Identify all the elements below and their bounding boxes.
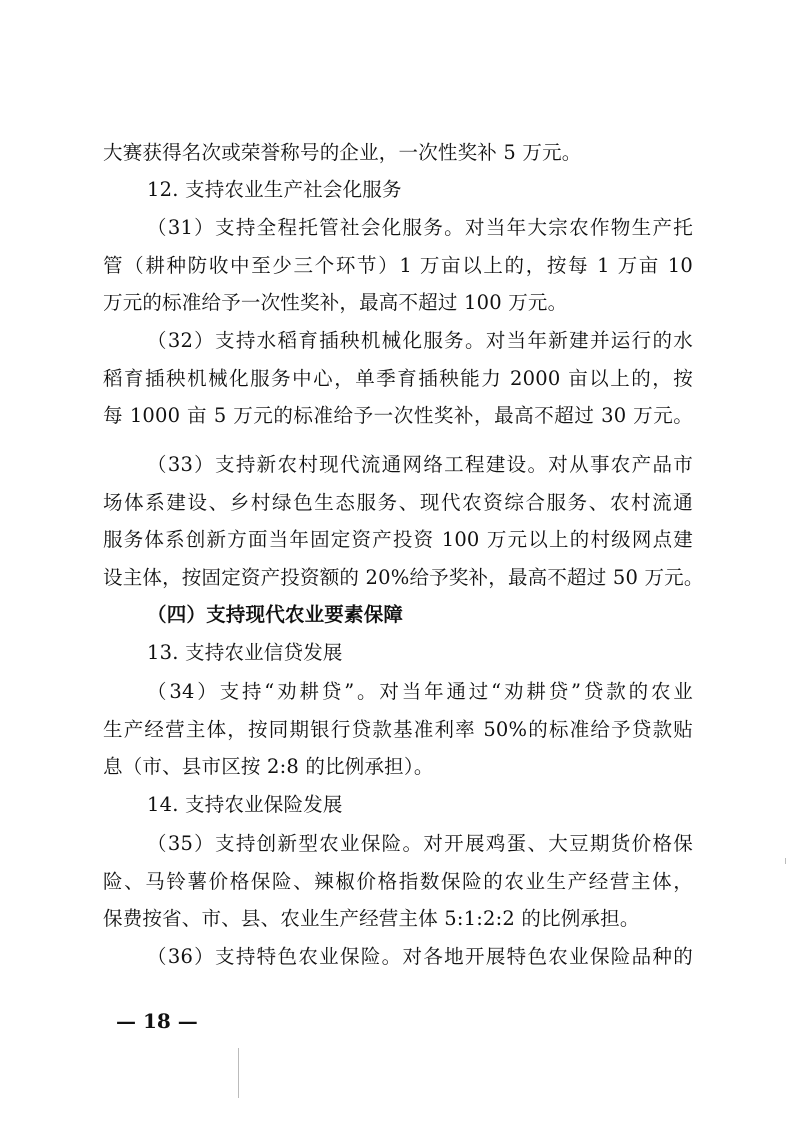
- paragraph-line: （36）支持特色农业保险。对各地开展特色农业保险品种的: [147, 945, 693, 968]
- section-heading: 13. 支持农业信贷发展: [147, 641, 343, 664]
- paragraph-line: 保费按省、市、县、农业生产经营主体 5:1:2:2 的比例承担。: [103, 907, 640, 930]
- paragraph-line: （35）支持创新型农业保险。对开展鸡蛋、大豆期货价格保: [147, 832, 693, 855]
- paragraph-line: （32）支持水稻育插秧机械化服务。对当年新建并运行的水: [147, 329, 693, 352]
- scan-artifact: [238, 1048, 239, 1098]
- section-heading: （四）支持现代农业要素保障: [147, 603, 404, 626]
- paragraph-line: 管（耕种防收中至少三个环节）1 万亩以上的，按每 1 万亩 10: [103, 254, 693, 277]
- paragraph-line: 险、马铃薯价格保险、辣椒价格指数保险的农业生产经营主体，: [103, 870, 693, 893]
- paragraph-line: 大赛获得名次或荣誉称号的企业，一次性奖补 5 万元。: [103, 141, 582, 164]
- paragraph-line: （33）支持新农村现代流通网络工程建设。对从事农产品市: [147, 453, 693, 476]
- page-number: — 18 —: [116, 1009, 198, 1033]
- paragraph-line: 息（市、县市区按 2:8 的比例承担）。: [103, 755, 434, 778]
- section-heading: 12. 支持农业生产社会化服务: [147, 178, 402, 201]
- section-heading: 14. 支持农业保险发展: [147, 793, 343, 816]
- paragraph-line: 每 1000 亩 5 万元的标准给予一次性奖补，最高不超过 30 万元。: [103, 404, 693, 427]
- paragraph-line: 设主体，按固定资产投资额的 20%给予奖补，最高不超过 50 万元。: [103, 566, 704, 589]
- paragraph-line: 场体系建设、乡村绿色生态服务、现代农资综合服务、农村流通: [103, 491, 693, 514]
- paragraph-line: 服务体系创新方面当年固定资产投资 100 万元以上的村级网点建: [103, 528, 693, 551]
- paragraph-line: （34）支持“劝耕贷”。对当年通过“劝耕贷”贷款的农业: [147, 680, 693, 703]
- paragraph-line: 万元的标准给予一次性奖补，最高不超过 100 万元。: [103, 291, 568, 314]
- paragraph-line: 稻育插秧机械化服务中心，单季育插秧能力 2000 亩以上的，按: [103, 367, 693, 390]
- scan-artifact: [785, 858, 786, 864]
- paragraph-line: 生产经营主体，按同期银行贷款基准利率 50%的标准给予贷款贴: [103, 718, 693, 741]
- paragraph-line: （31）支持全程托管社会化服务。对当年大宗农作物生产托: [147, 216, 693, 239]
